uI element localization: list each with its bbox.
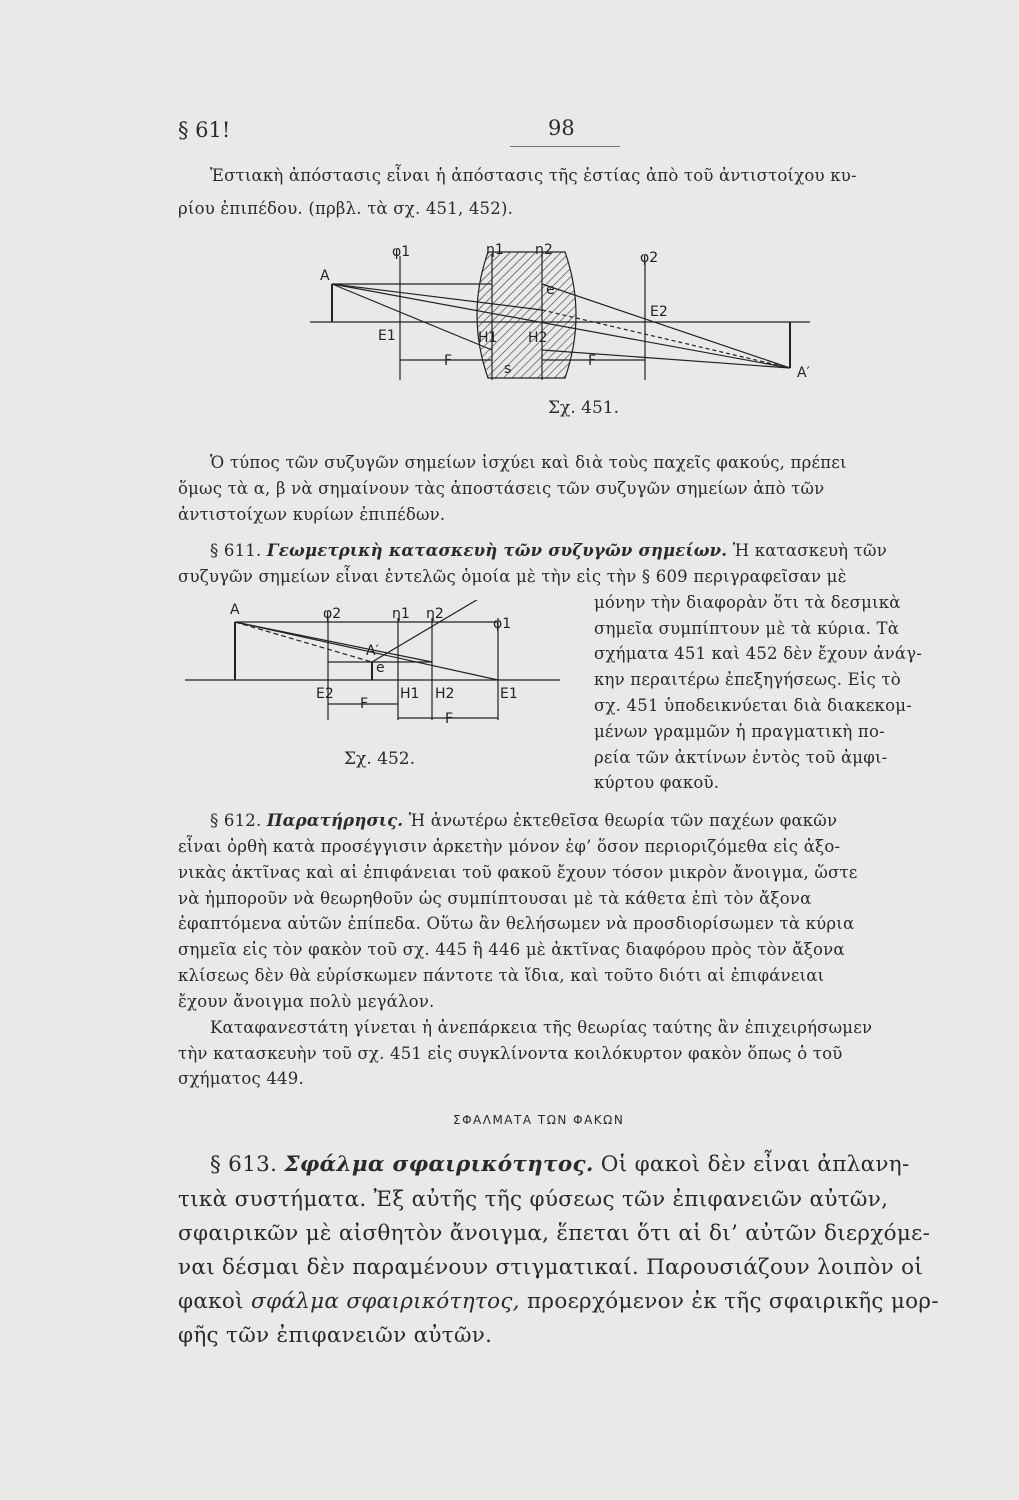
section-marker: § 61! [178,118,231,142]
header-rule [510,146,620,147]
section-611-line-1 [210,538,887,564]
para-kata-line-1: Καταφανεστάτη γίνεται ἡ ἀνεπάρκεια τῆς θεωρίας ταύτης ἂν ἐπιχειρήσωμεν [210,1018,873,1037]
section-611-side-6: μένων γραμμῶν ἡ πραγματικὴ πο- [594,722,885,741]
section-613-line-4: ναι δέσμαι δὲν παραμένουν στιγματικαί. Παρουσιάζουν λοιπὸν οἱ [178,1255,924,1280]
para-type-line-3: ἀντιστοίχων κυρίων ἐπιπέδων. [178,505,446,524]
section-613-line-5-b: προερχόμενον ἐκ τῆς σφαιρικῆς μορ- [526,1289,939,1314]
section-611-text: Ἡ κατασκευὴ τῶν [732,541,887,560]
section-611-side-2: σημεῖα συμπίπτουν μὲ τὰ κύρια. Τὰ [594,619,900,638]
section-613-text: Οἱ φακοὶ δὲν εἶναι ἀπλανη- [600,1152,910,1177]
intro-line-2: ρίου ἐπιπέδου. (πρβλ. τὰ σχ. 451, 452). [178,199,514,218]
fig451-label-phi1: φ1 [392,244,411,260]
section-611-side-3: σχήματα 451 καὶ 452 δὲν ἔχουν ἀνάγ- [594,644,923,663]
fig451-label-E1: E1 [378,328,396,344]
fig451-label-eta2: η2 [535,242,553,258]
section-heading: ΣΦΑΛΜΑΤΑ ΤΩΝ ΦΑΚΩΝ [453,1113,625,1127]
fig452-label-e: e [376,660,385,676]
section-613-title: Σφάλμα σφαιρικότητος. [284,1152,594,1177]
section-613-number: § 613. [210,1152,278,1177]
fig452-label-phi2: φ2 [323,606,342,622]
fig451-label-e: e [546,282,555,298]
section-612-line-2: εἶναι ὀρθὴ κατὰ προσέγγισιν ἀρκετὴν μόνον ἐφ’ ὅσον περιοριζόμεθα εἰς ἀξο- [178,837,841,856]
section-611-side-4: κην περαιτέρω ἐπεξηγήσεως. Εἰς τὸ [594,670,901,689]
section-613-line-5 [178,1285,939,1318]
section-613-line-5-a: φακοὶ [178,1289,244,1314]
fig451-label-F-right: F [588,353,597,369]
section-612-title: Παρατήρησις. [266,811,404,830]
fig452-label-A: A [230,602,240,618]
section-611-title: Γεωμετρικὴ κατασκευὴ τῶν συζυγῶν σημείων. [266,541,728,560]
figure-451-caption: Σχ. 451. [548,398,619,418]
section-613-line-6: φῆς τῶν ἐπιφανειῶν αὐτῶν. [178,1323,493,1348]
section-612-line-5: ἐφαπτόμενα αὐτῶν ἐπίπεδα. Οὕτω ἂν θελήσωμεν νὰ προσδιορίσωμεν τὰ κύρια [178,914,855,933]
fig451-label-s: s [504,361,512,377]
section-611-number: § 611. [210,541,262,560]
section-611-line-2: συζυγῶν σημείων εἶναι ἐντελῶς ὁμοία μὲ τὴν εἰς τὴν § 609 περιγραφεῖσαν μὲ [178,567,847,586]
section-612-line-7: κλίσεως δὲν θὰ εὑρίσκωμεν πάντοτε τὰ ἴδια, καὶ τοῦτο διότι αἱ ἐπιφάνειαι [178,966,825,985]
figure-452 [180,600,572,750]
fig452-label-phi1: φ1 [493,616,512,632]
intro-line-1: Ἑστιακὴ ἀπόστασις εἶναι ἡ ἀπόστασις τῆς ἑστίας ἀπὸ τοῦ ἀντιστοίχου κυ- [210,166,857,185]
fig452-label-F-right: F [445,711,454,727]
fig452-label-eta1: η1 [392,606,410,622]
fig452-label-eta2: η2 [426,606,444,622]
fig451-label-phi2: φ2 [640,250,659,266]
para-kata-line-3: σχήματος 449. [178,1069,304,1088]
fig451-label-F-left: F [444,353,453,369]
section-611-side-1: μόνην τὴν διαφορὰν ὅτι τὰ δεσμικὰ [594,593,901,612]
section-612-text: Ἡ ἀνωτέρω ἐκτεθεῖσα θεωρία τῶν παχέων φακῶν [408,811,838,830]
section-611-side-5: σχ. 451 ὑποδεικνύεται διὰ διακεκομ- [594,696,912,715]
fig452-label-E1: E1 [500,686,518,702]
section-612-line-6: σημεῖα εἰς τὸν φακὸν τοῦ σχ. 445 ἢ 446 μὲ ἀκτῖνας διαφόρου πρὸς τὸν ἄξονα [178,940,845,959]
fig451-label-eta1: η1 [486,242,504,258]
section-613-line-2: τικὰ συστήματα. Ἐξ αὐτῆς τῆς φύσεως τῶν ἐπιφανειῶν αὐτῶν, [178,1187,889,1212]
section-612-number: § 612. [210,811,262,830]
section-611-side-7: ρεία τῶν ἀκτίνων ἐντὸς τοῦ ἀμφι- [594,748,888,767]
section-612-line-4: νὰ ἠμποροῦν νὰ θεωρηθοῦν ὡς συμπίπτουσαι μὲ τὰ κάθετα ἐπὶ τὸν ἄξονα [178,889,812,908]
section-612-line-8: ἔχουν ἄνοιγμα πολὺ μεγάλον. [178,992,435,1011]
para-type-line-1: Ὁ τύπος τῶν συζυγῶν σημείων ἰσχύει καὶ διὰ τοὺς παχεῖς φακούς, πρέπει [210,453,847,472]
fig452-label-A-prime: A′ [366,643,379,659]
fig452-label-H1: H1 [400,686,420,702]
section-611-side-8: κύρτου φακοῦ. [594,773,720,792]
fig451-label-A: A [320,268,330,284]
para-type-line-2: ὅμως τὰ α, β νὰ σημαίνουν τὰς ἀποστάσεις τῶν συζυγῶν σημείων ἀπὸ τῶν [178,479,825,498]
section-613-term: σφάλμα σφαιρικότητος, [251,1289,520,1314]
section-613-line-1 [210,1148,910,1181]
fig451-label-H1: H1 [478,330,498,346]
fig452-label-F-left: F [360,696,369,712]
section-612-line-3: νικὰς ἀκτῖνας καὶ αἱ ἐπιφάνειαι τοῦ φακοῦ ἔχουν τόσον μικρὸν ἄνοιγμα, ὥστε [178,863,858,882]
figure-451 [310,240,830,385]
para-kata-line-2: τὴν κατασκευὴν τοῦ σχ. 451 εἰς συγκλίνοντα κοιλόκυρτον φακὸν ὅπως ὁ τοῦ [178,1044,843,1063]
fig452-label-E2: E2 [316,686,334,702]
section-613-line-3: σφαιρικῶν μὲ αἰσθητὸν ἄνοιγμα, ἕπεται ὅτι αἱ δι’ αὐτῶν διερχόμε- [178,1221,931,1246]
fig451-label-E2: E2 [650,304,668,320]
fig451-label-A-prime: A′ [797,365,810,381]
fig451-label-H2: H2 [528,330,548,346]
figure-452-caption: Σχ. 452. [344,749,415,769]
page-number: 98 [548,116,575,140]
section-612-line-1 [210,808,837,834]
fig452-label-H2: H2 [435,686,455,702]
